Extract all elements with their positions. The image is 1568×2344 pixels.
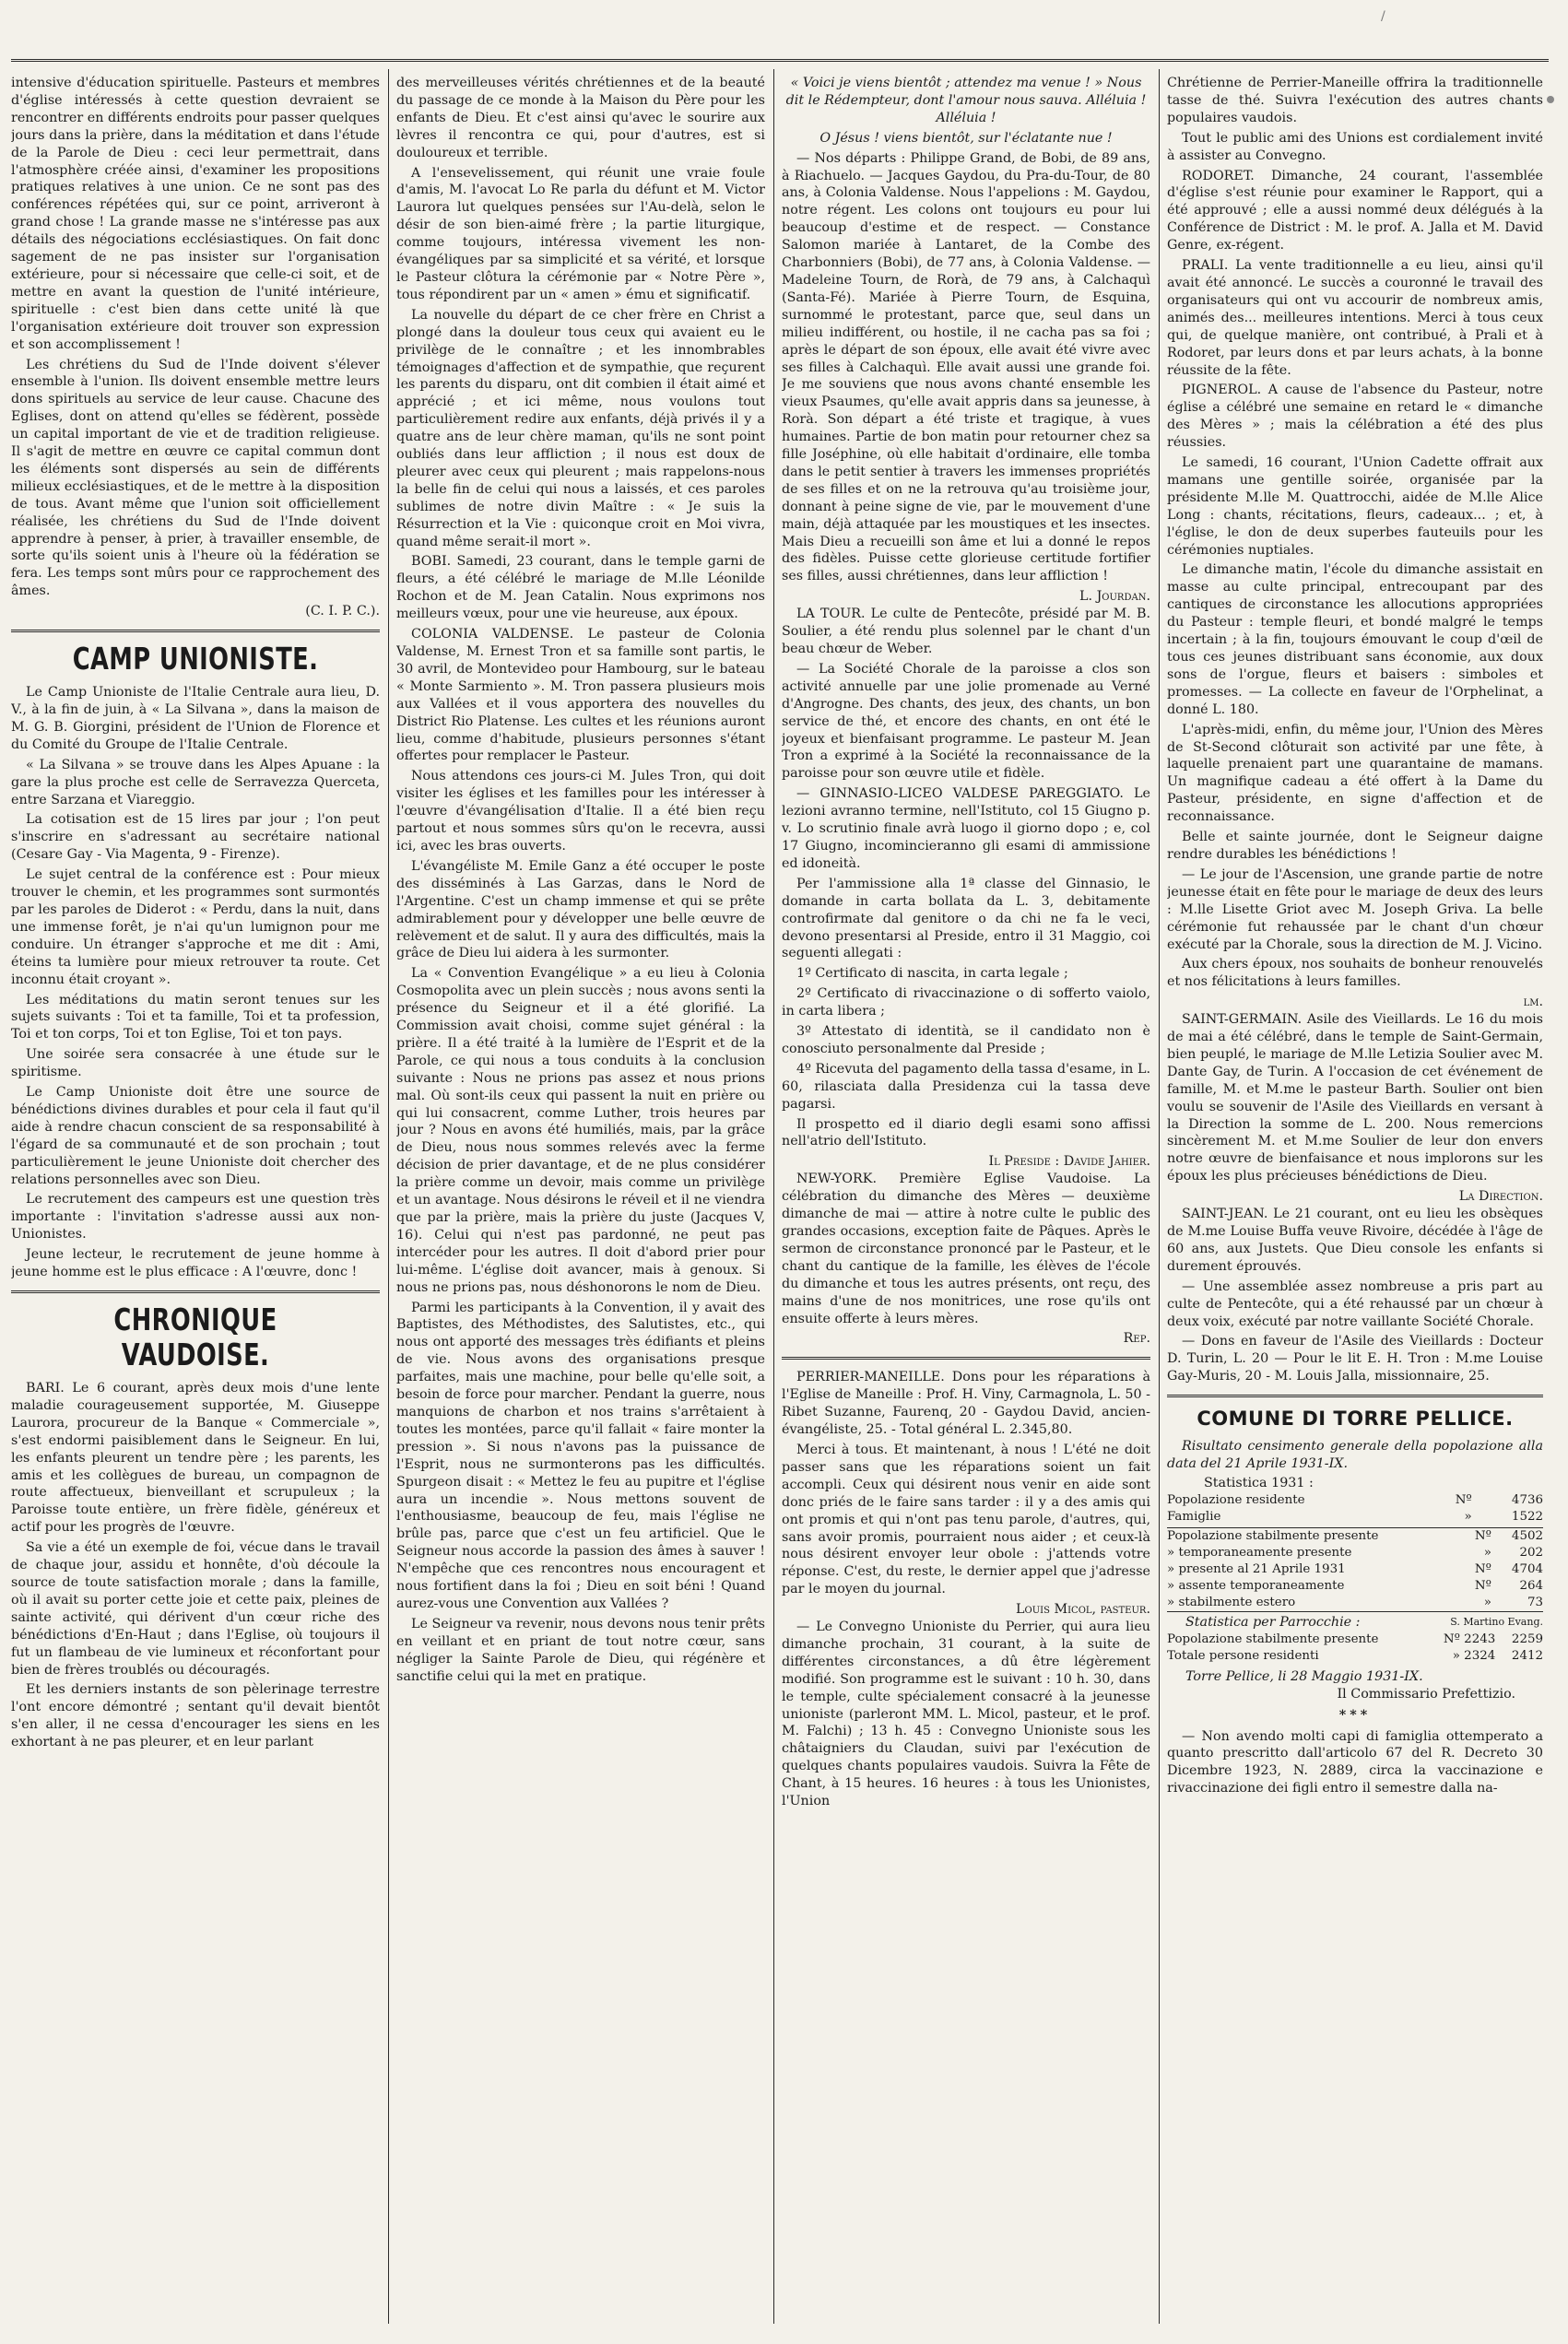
paragraph: PRALI. La vente traditionnelle a eu lieu, ainsi qu'il avait été annoncé. Le succès a couronné le travail des organisateurs qui ont vu accourir de nombreux amis, animés des... meilleures intentions. Merci à tous ceux qui, de quelque manière, ont contribué, à Prali et à Rodoret, par leurs dons et par leurs achats, à la bonne réussite de la fête.	[1167, 258, 1543, 378]
hymn-verse: « Voici je viens bientôt ; attendez ma venue ! » Nous dit le Rédempteur, dont l'amour nous sauva. Alléluia ! Alléluia !	[785, 76, 1147, 125]
hymn-verse: O Jésus ! viens bientôt, sur l'éclatante nue !	[819, 130, 1113, 146]
stat-label: » temporaneamente presente	[1167, 1545, 1352, 1560]
comune-dateline: Torre Pellice, li 28 Maggio 1931-IX.	[1185, 1668, 1423, 1684]
stat-value: 1522	[1511, 1509, 1543, 1524]
stat-row	[1167, 1561, 1543, 1578]
paragraph: Le sujet central de la conférence est : Pour mieux trouver le chemin, et les programmes sont surmontés par les paroles de Diderot : « Perdu, dans la nuit, dans une immense forêt, je n'ai qu'un lumignon pour me conduire. Un étranger s'approche et me dit : Ami, éteins ta lumière pour mieux retrouver ta route. Cet inconnu était croyant ».	[11, 867, 380, 987]
paragraph: Aux chers époux, nos souhaits de bonheur renouvelés et nos félicitations à leurs familles.	[1167, 957, 1543, 990]
paragraph: — La Société Chorale de la paroisse a clos son activité annuelle par une jolie promenade au Verné d'Angrogne. Des chants, des jeux, des chants, un bon service de thé, et encore des chants, en ont été le joyeux et bienfaisant programme. Le pasteur M. Jean Tron a exprimé à la Société la reconnaissance de la paroisse pour son œuvre utile et fidèle.	[782, 661, 1150, 782]
paragraph: La « Convention Evangélique » a eu lieu à Colonia Cosmopolita avec un plein succès ; nous avons senti la présence du Seigneur et il a été glorifié. La Commission avait choisi, comme sujet général : la prière. Il a été traité à la lumière de l'Esprit et de la Parole, ce qui nous a tous conduits à la conclusion suivante : Nous ne prions pas assez et nous prions mal. Où sont-ils ceux qui passent la nuit en prière ou qui lui consacrent, comme Luther, trois heures par jour ? Nous en avons été humiliés, mais, par la grâce de Dieu, nous nous sommes relevés avec la ferme décision de prier davantage, et de ne plus considérer la prière comme un devoir, mais comme un privilège et un avantage. Nous désirons le réveil et il ne viendra que par la prière, mais la prière du juste (Jacques V, 16). Celui qui n'est pas pardonné, ne peut pas intercéder pour les autres. Il doit d'abord prier pour lui-même. L'église doit avancer, mais à genoux. Si nous ne prions pas, nous déshonorons le nom de Dieu.	[396, 966, 765, 1295]
paragraph: — Dons en faveur de l'Asile des Vieillards : Docteur D. Turin, L. 20 — Pour le lit E. H. Tron : M.me Louise Gay-Muris, 20 - M. Louis Jalla, missionnaire, 25.	[1167, 1334, 1543, 1384]
signature: Il Preside : Davide Jahier.	[988, 1154, 1150, 1170]
stat-row	[1167, 1492, 1543, 1509]
stat-row	[1167, 1631, 1543, 1648]
paragraph: SAINT-GERMAIN. Asile des Vieillards. Le 16 du mois de mai a été célébré, dans le temple de Saint-Germain, bien peuplé, le mariage de M.lle Letizia Soulier avec M. Dante Gay, de Turin. A l'occasion de cet événement de famille, M. et M.me le pasteur Barth. Soulier ont bien voulu se souvenir de l'Asile des Vieillards en versant à la Direction la somme de L. 200. Nous remercions sincèrement M. et M.me Soulier de leur don envers notre œuvre de bienfaisance et nous implorons sur les époux les plus précieuses bénédictions de Dieu.	[1167, 1012, 1543, 1184]
parish-table	[1167, 1631, 1543, 1665]
comune-notice	[1167, 1407, 1543, 1702]
paragraph: Parmi les participants à la Convention, il y avait des Baptistes, des Méthodistes, des Salutistes, etc., qui nous ont apporté des messages très édifiants et pleins de vie. Nous avons des organisations presque parfaites, mais une machine, pour belle qu'elle soit, a besoin de force pour marcher. Pendant la guerre, nous manquions de charbon et nos trains s'arrêtaient à toutes les montées, parce qu'il fallait « faire monter la pression ». Si nous n'avons pas la puissance de l'Esprit, nous ne surmonterons pas les difficultés. Spurgeon disait : « Mettez le feu au pupitre et l'église aura un incendie ». Nous mettons souvent de l'enthousiasme, beaucoup de feu, mais l'église ne brûle pas, parce que c'est un feu artificiel. Que le Seigneur nous accorde la passion des âmes à sauver ! N'empêche que ces rencontres nous encouragent et nous fortifient dans la foi ; Dieu en soit béni ! Quand aurez-vous une Convention aux Vallées ?	[396, 1300, 765, 1611]
stat-row	[1167, 1578, 1543, 1595]
census-table-b	[1167, 1528, 1543, 1611]
stat-unit: »	[1483, 1595, 1491, 1609]
paragraph: A l'ensevelissement, qui réunit une vraie foule d'amis, M. l'avocat Lo Re parla du défunt et M. Victor Laurora lut quelques pensées sur l'Au-delà, selon le désir de son bien-aimé frère ; la partie liturgique, comme toujours, intéressa vivement les non-évangéliques par sa simplicité et sa vérité, et lorsque le Pasteur clôtura la cérémonie par « Notre Père », tous répondirent par un « amen » ému et significatif.	[396, 165, 765, 302]
asterism: ***	[1338, 1707, 1372, 1723]
paragraph: 1º Certificato di nascita, in carta legale ;	[796, 966, 1068, 982]
stat-unit: Nº	[1474, 1528, 1491, 1543]
stat-row	[1167, 1528, 1543, 1545]
source-credit: (C. I. P. C.).	[305, 604, 380, 619]
paragraph: NEW-YORK. Première Eglise Vaudoise. La célébration du dimanche des Mères — deuxième dimanche de mai — attire à notre culte le public des grandes occasions, exception faite de Pâques. Après le sermon de circonstance prononcé par le Pasteur, et le chant du cantique de la famille, les élèves de l'école du dimanche et tous les autres présents, ont reçu, des mains d'une de nos monitrices, une rose qu'ils ont ensuite offerte à leurs mères.	[782, 1172, 1150, 1326]
section-separator	[782, 1357, 1150, 1360]
corner-mark: /	[1381, 9, 1385, 24]
stat-value: 264	[1519, 1578, 1543, 1593]
paragraph: Le Camp Unioniste doit être une source de bénédictions divines durables et pour cela il faut qu'il aide à rendre chacun conscient de sa responsabilité à l'égard de sa communauté et de son prochain ; tout particulièrement le jeune Unioniste doit chercher des relations personnelles avec son Dieu.	[11, 1085, 380, 1187]
paragraph: BARI. Le 6 courant, après deux mois d'une lente maladie courageusement supportée, M. Giuseppe Laurora, procureur de la Banque « Commerciale », s'est endormi paisiblement dans le Seigneur. En lui, les enfants pleurent un tendre père ; les parents, les amis et les collègues de bureau, un compagnon de route affectueux, bienveillant et scrupuleux ; la Paroisse toute entière, un frère fidèle, généreux et actif pour les progrès de l'œuvre.	[11, 1381, 380, 1536]
paragraph: — Une assemblée assez nombreuse a pris part au culte de Pentecôte, qui a été rehaussé par un chœur à deux voix, exécuté par notre vaillante Société Chorale.	[1167, 1278, 1543, 1329]
section-heading: CAMP UNIONISTE.	[72, 641, 319, 677]
paragraph: — Non avendo molti capi di famiglia ottemperato a quanto prescritto dall'articolo 67 del R. Decreto 30 Dicembre 1923, N. 2889, circa la vaccinazione e rivaccinazione dei figli entro il semestre dalla na-	[1167, 1728, 1543, 1796]
stat-value: 202	[1519, 1545, 1543, 1560]
stat-value: 4502	[1511, 1528, 1543, 1543]
paragraph: RODORET. Dimanche, 24 courant, l'assemblée d'église s'est réunie pour examiner le Rapport, qui a été approuvé ; elle a aussi nommé deux délégués à la Conférence de District : M. le prof. A. Jalla et M. David Genre, ex-régent.	[1167, 168, 1543, 253]
stat-unit: »	[1483, 1545, 1491, 1560]
census-intro: Risultato censimento generale della popolazione alla data del 21 Aprile 1931-IX.	[1167, 1439, 1543, 1472]
column-2	[396, 75, 765, 2324]
paragraph: Per l'ammissione alla 1ª classe del Ginnasio, le domande in carta bollata da L. 3, debitamente controfirmate dal genitore o da chi ne fa le veci, devono presentarsi al Preside, entro il 31 Maggio, coi seguenti allegati :	[782, 876, 1150, 961]
paragraph: — Le jour de l'Ascension, une grande partie de notre jeunesse était en fête pour le mariage de deux des leurs : M.lle Lisette Griot avec M. Joseph Griva. La belle cérémonie fut rehaussée par le chant d'un chœur exécuté par la Chorale, sous la direction de M. J. Vicino.	[1167, 866, 1543, 952]
paragraph: Et les derniers instants de son pèlerinage terrestre l'ont encore démontré ; sentant qu'il devait bientôt s'en aller, il ne cessa d'encourager les siens en les exhortant à ne pas pleurer, et en leur parlant	[11, 1682, 380, 1750]
census-divider	[1167, 1527, 1543, 1612]
paragraph: Belle et sainte journée, dont le Seigneur daigne rendre durables les bénédictions !	[1167, 830, 1543, 862]
stat-value: » 2324	[1452, 1648, 1496, 1663]
stat-unit: Nº	[1474, 1561, 1491, 1576]
paragraph: Chrétienne de Perrier-Maneille offrira la traditionnelle tasse de thé. Suivra l'exécution des autres chants populaires vaudois.	[1167, 76, 1543, 125]
column-3	[782, 75, 1150, 2324]
section-heading: CHRONIQUE VAUDOISE.	[113, 1302, 277, 1372]
paragraph: intensive d'éducation spirituelle. Pasteurs et membres d'église intéressés à cette question devraient se rencontrer en différents endroits pour passer quelques jours dans la prière, dans la méditation et dans l'étude de la Parole de Dieu : ceci leur permettrait, dans l'atmosphère créée ainsi, d'examiner les propositions pratiques relatives à une union. Ce ne sont pas des conférences répétées qui, sur ce point, arriveront à grand chose ! La grande masse ne s'intéresse pas aux détails des négociations ecclésiastiques. On fait donc sagement de ne pas insister sur l'organisation extérieure, pour si nécessaire que celle-ci soit, et de mettre en avant la question de l'unité intérieure, spirituelle : c'est bien dans cette unité là que l'organisation extérieure doit trouver son expression et son accomplissement !	[11, 76, 380, 352]
signature: L. Jourdan.	[1079, 589, 1150, 605]
stat-label: Popolazione stabilmente presente	[1167, 1631, 1379, 1646]
paragraph: Il prospetto ed il diario degli esami sono affissi nell'atrio dell'Istituto.	[782, 1116, 1150, 1149]
paragraph: COLONIA VALDENSE. Le pasteur de Colonia Valdense, M. Ernest Tron et sa famille sont partis, le 30 avril, de Montevideo pour Hambourg, sur le bateau « Monte Sarmiento ». M. Tron passera plusieurs mois aux Vallées et il vous apportera des nouvelles du District Rio Platense. Les cultes et les réunions auront lieu, comme d'habitude, plusieurs personnes s'étant offertes pour remplacer le Pasteur.	[396, 627, 765, 764]
column-4	[1167, 75, 1543, 2324]
newspaper-page	[11, 59, 1549, 2337]
paragraph: Le samedi, 16 courant, l'Union Cadette offrait aux mamans une gentille soirée, organisée par la présidente M.lle M. Quattrocchi, aidée de M.lle Alice Long : chants, récitations, fleurs, cadeaux... ; et, à l'église, le don de deux superbes fauteuils pour les cérémonies nuptiales.	[1167, 455, 1543, 558]
stat-row	[1167, 1595, 1543, 1611]
paragraph: Le Camp Unioniste de l'Italie Centrale aura lieu, D. V., à la fin de juin, à « La Silvana », dans la maison de M. G. B. Giorgini, président de l'Union de Florence et du Comité du Groupe de l'Italie Centrale.	[11, 685, 380, 752]
paragraph: L'évangéliste M. Emile Ganz a été occuper le poste des disséminés à Las Garzas, dans le Nord de l'Argentine. C'est un champ immense et qui se prête admirablement pour y développer une belle œuvre de relèvement et de salut. Il y aura des difficultés, mais la grâce de Dieu lui aidera à les surmonter.	[396, 858, 765, 961]
comune-title: COMUNE DI TORRE PELLICE.	[1197, 1408, 1514, 1431]
paragraph: — Le Convegno Unioniste du Perrier, qui aura lieu dimanche prochain, 31 courant, à la suite de différentes circonstances, a dû être légèrement modifié. Son programme est le suivant : 10 h. 30, dans le temple, culte spécialement consacré à la jeunesse unioniste (parleront MM. L. Micol, pasteur, et le prof. M. Falchi) ; 13 h. 45 : Convegno Unioniste sous les châtaigniers du Claudan, suivi par l'exécution de quelques chants populaires vaudois. Suivra la Fête de Chant, à 15 heures. 16 heures : à tous les Unionistes, l'Union	[782, 1620, 1150, 1809]
comune-signature: Il Commissario Prefettizio.	[1337, 1686, 1515, 1702]
section-separator	[11, 1290, 380, 1293]
paragraph: Une soirée sera consacrée à une étude sur le spiritisme.	[11, 1047, 380, 1080]
paragraph: PERRIER-MANEILLE. Dons pour les réparations à l'Eglise de Maneille : Prof. H. Viny, Carmagnola, L. 50 - Ribet Suzanne, Faurenq, 20 - Gaydou David, ancien-évangéliste, 25. - Total général L. 2.345,80.	[782, 1370, 1150, 1438]
paragraph: Merci à tous. Et maintenant, à nous ! L'été ne doit passer sans que les réparations soient un fait accompli. Ceux qui désirent nous venir en aide sont donc priés de le faire sans tarder : il y a des amis qui ont promis et qui n'ont pas tenu parole, d'autres, qui, sans avoir promis, pourraient nous aider ; et ceux-là nous désirent envoyer leur obole : j'attends votre réponse. C'est, du reste, le dernier appel que j'adresse par le moyen du journal.	[782, 1442, 1150, 1597]
section-separator	[11, 630, 380, 632]
paragraph: Jeune lecteur, le recrutement de jeune homme à jeune homme est le plus efficace : A l'œuvre, donc !	[11, 1247, 380, 1280]
parish-header: S. Martino Evang.	[1450, 1615, 1543, 1628]
paragraph: Sa vie a été un exemple de foi, vécue dans le travail de chaque jour, assidu et honnête, d'où découle la source de toute satisfaction morale ; dans la famille, où il avait su porter cette joie et cette paix, pleines de sainte activité, qui dérivent d'un cœur riche des bénédictions d'En-Haut ; dans l'Eglise, où toujours il fut un flambeau de vie lumineux et réconfortant pour bien de frères troublés ou découragés.	[11, 1540, 380, 1678]
paragraph: — Nos départs : Philippe Grand, de Bobi, de 89 ans, à Riachuelo. — Jacques Gaydou, du Pra-du-Tour, de 80 ans, à Colonia Valdense. Nous l'appelions : M. Gaydou, notre régent. Les colons ont toujours eu pour lui beaucoup d'estime et de respect. — Constance Salomon mariée à Lantaret, de la Combe des Charbonniers (Bobi), de 77 ans, à Colonia Valdense. — Madeleine Tourn, de Rorà, de 79 ans, à Calchaquì (Santa-Fé). Mariée à Pierre Tourn, de Esquina, surnommé le protestant, parce que, seul dans un milieu indifférent, ou hostile, il ne cacha pas sa foi ; après le départ de son époux, elle avait été vivre avec ses filles à Calchaquì. Elle avait aussi une grande foi. Je me souviens que nous avons chanté ensemble les vieux Psaumes, qu'elle avait appris dans sa jeunesse, à Rorà. Son départ a été triste et tragique, à vues humaines. Partie de bon matin pour retourner chez sa fille Joséphine, où elle habitait d'ordinaire, elle tomba dans le petit sentier à travers les immenses propriétés de ses filles et on ne la retrouva qu'au troisième jour, donnant à peine signe de vie, par le mouvement d'une main, déjà attaquée par les moustiques et les insectes. Mais Dieu a recueilli son âme et lui a donné le repos des fidèles. Puisse cette glorieuse certitude fortifier ses filles, aussi chrétiennes, dans leur affliction !	[782, 150, 1150, 584]
paragraph: Nous attendons ces jours-ci M. Jules Tron, qui doit visiter les églises et les familles pour les intéresser à l'œuvre d'évangélisation d'Italie. Il a été bien reçu partout et nous sommes sûrs qu'on le recevra, aussi ici, avec les bras ouverts.	[396, 769, 765, 854]
section-separator	[1167, 1395, 1543, 1397]
stat-unit: Nº	[1474, 1578, 1491, 1593]
paragraph: 4º Ricevuta del pagamento della tassa d'esame, in L. 60, rilasciata dalla Presidenza cui la tassa deve pagarsi.	[782, 1061, 1150, 1112]
stat-row	[1167, 1509, 1543, 1525]
stat-value: 4704	[1511, 1561, 1543, 1576]
paragraph: Le recrutement des campeurs est une question très importante : l'invitation s'adresse aussi aux non-Unionistes.	[11, 1192, 380, 1243]
stat-label: » presente al 21 Aprile 1931	[1167, 1561, 1346, 1576]
parish-label	[1167, 1614, 1543, 1631]
column-1	[11, 75, 380, 2324]
paragraph: 2º Certificato di rivaccinazione o di sofferto vaiolo, in carta libera ;	[782, 986, 1150, 1019]
stat-label: Statistica 1931 :	[1204, 1475, 1314, 1490]
stat-label: Popolazione stabilmente presente	[1167, 1528, 1379, 1543]
stat-value: 4736	[1511, 1492, 1543, 1507]
stat-label: Famiglie	[1167, 1509, 1221, 1524]
paragraph: « La Silvana » se trouve dans les Alpes Apuane : la gare la plus proche est celle de Serravezza Querceta, entre Sarzana et Viareggio.	[11, 757, 380, 807]
paragraph: des merveilleuses vérités chrétiennes et de la beauté du passage de ce monde à la Maison du Père pour les enfants de Dieu. Et c'est ainsi qu'avec le sourire aux lèvres il rencontra ce qui, pour d'autres, est si douloureux et terrible.	[396, 76, 765, 160]
stat-value: 73	[1527, 1595, 1543, 1609]
parish-label-text: Statistica per Parrocchie :	[1185, 1614, 1361, 1630]
column-rule	[388, 69, 389, 2324]
signature: lm.	[1523, 995, 1543, 1010]
signature: Louis Micol, pasteur.	[1016, 1602, 1150, 1618]
paragraph: PIGNEROL. A cause de l'absence du Pasteur, notre église a célébré une semaine en retard le « dimanche des Mères » ; mais la célébration a été des plus réussies.	[1167, 383, 1543, 451]
paragraph: La cotisation est de 15 lires par jour ; l'on peut s'inscrire en s'adressant au secrétaire national (Cesare Gay - Via Magenta, 9 - Firenze).	[11, 812, 380, 863]
stat-row	[1167, 1648, 1543, 1665]
stat-row	[1167, 1545, 1543, 1561]
paragraph: Les méditations du matin seront tenues sur les sujets suivants : Toi et ta famille, Toi et ta profession, Toi et ton corps, Toi et ton Eglise, Toi et ton pays.	[11, 992, 380, 1042]
stat-label: Totale persone residenti	[1167, 1648, 1319, 1663]
stat-unit: »	[1464, 1509, 1472, 1524]
column-rule	[773, 69, 774, 2324]
paragraph: SAINT-JEAN. Le 21 courant, ont eu lieu les obsèques de M.me Louise Buffa veuve Rivoire, décédée à l'âge de 60 ans, aux Justets. Que Dieu console les enfants si durement éprouvés.	[1167, 1207, 1543, 1274]
column-rule	[1159, 69, 1160, 2324]
paragraph: Tout le public ami des Unions est cordialement invité à assister au Convegno.	[1167, 130, 1543, 163]
stat-unit: Nº	[1455, 1492, 1472, 1507]
stat-label: Popolazione residente	[1167, 1492, 1305, 1507]
signature: Rep.	[1123, 1331, 1150, 1347]
stat-label: » assente temporaneamente	[1167, 1578, 1345, 1593]
paragraph: Les chrétiens du Sud de l'Inde doivent s'élever ensemble à l'union. Ils doivent ensemble mettre leurs dons spirituels au service de leur cause. Chacune des Eglises, dont on attend qu'elles se fédèrent, possède un capital important de vie et de tradition religieuse. Il s'agit de mettre en œuvre ce capital commun dont les éléments sont dispersés au sein de différents milieux ecclésiastiques, et de le mettre à la disposition de tous. Avant même que l'union soit officiellement réalisée, les chrétiens du Sud de l'Inde doivent apprendre à penser, à prier, à travailler ensemble, de sorte qu'ils soient unis à l'heure où la fédération se fera. Les temps sont mûrs pour ce rapprochement des âmes.	[11, 357, 380, 599]
paragraph: L'après-midi, enfin, du même jour, l'Union des Mères de St-Second clôturait son activité par une fête, à laquelle prenaient part une quarantaine de mamans. Un magnifique cadeau a été offert à la Dame du Pasteur, présidente, en signe d'affection et de reconnaissance.	[1167, 722, 1543, 825]
census-table-a	[1167, 1492, 1543, 1525]
stat-value: 2412	[1511, 1648, 1543, 1663]
paragraph: — GINNASIO-LICEO VALDESE PAREGGIATO. Le lezioni avranno termine, nell'Istituto, col 15 Giugno p. v. Lo scrutinio finale avrà luogo il giorno dopo ; e, col 17 Giugno, incomincieranno gli esami di ammissione ed idoneità.	[782, 786, 1150, 871]
paragraph: BOBI. Samedi, 23 courant, dans le temple garni de fleurs, a été célébré le mariage de M.lle Léonilde Rochon et de M. Jean Catalin. Nous exprimons nos meilleurs vœux, pour une vie heureuse, aux époux.	[396, 554, 765, 622]
stat-value: Nº 2243	[1443, 1631, 1496, 1646]
stat-value: 2259	[1511, 1631, 1543, 1646]
paragraph: 3º Attestato di identità, se il candidato non è conosciuto personalmente dal Preside ;	[782, 1024, 1150, 1056]
signature: La Direction.	[1458, 1189, 1543, 1205]
stat-label: » stabilmente estero	[1167, 1595, 1296, 1609]
paragraph: Le dimanche matin, l'école du dimanche assistait en masse au culte principal, entrecoupant par des cantiques de circonstance les allocutions appropriées du Pasteur : temple fleuri, et bondé malgré le temps incertain ; à la fin, toujours émouvant le coup d'œil de tous ces jeunes distribuant sans économie, aux doux sons de l'orgue, fleurs et baisers : simboles et promesses. — La collecte en faveur de l'Orphelinat, a donné L. 180.	[1167, 562, 1543, 717]
paragraph: La nouvelle du départ de ce cher frère en Christ a plongé dans la douleur tous ceux qui avaient eu le privilège de le connaître ; et les innombrables témoignages d'affection et de sympathie, que reçurent les parents du disparu, ont dit combien il était aimé et apprécié ; et ici même, nous voulons tout particulièrement redire aux enfants, déjà privés il y a quatre ans de leur chère maman, qu'ils ne sont point oubliés dans leur affliction ; il nous est doux de pleurer avec ceux qui pleurent ; mais rappelons-nous la belle fin de celui qui nous a laissés, et ces paroles sublimes de notre divin Maître : « Je suis la Résurrection et la Vie : quiconque croit en Moi vivra, quand même serait-il mort ».	[396, 307, 765, 549]
paragraph: Le Seigneur va revenir, nous devons nous tenir prêts en veillant et en priant de tout notre cœur, sans négliger la Sainte Parole de Dieu, qui régénère et sanctifie celui qui la met en pratique.	[396, 1616, 765, 1684]
paragraph: LA TOUR. Le culte de Pentecôte, présidé par M. B. Soulier, a été rendu plus solennel par le chant d'un beau chœur de Weber.	[782, 607, 1150, 656]
